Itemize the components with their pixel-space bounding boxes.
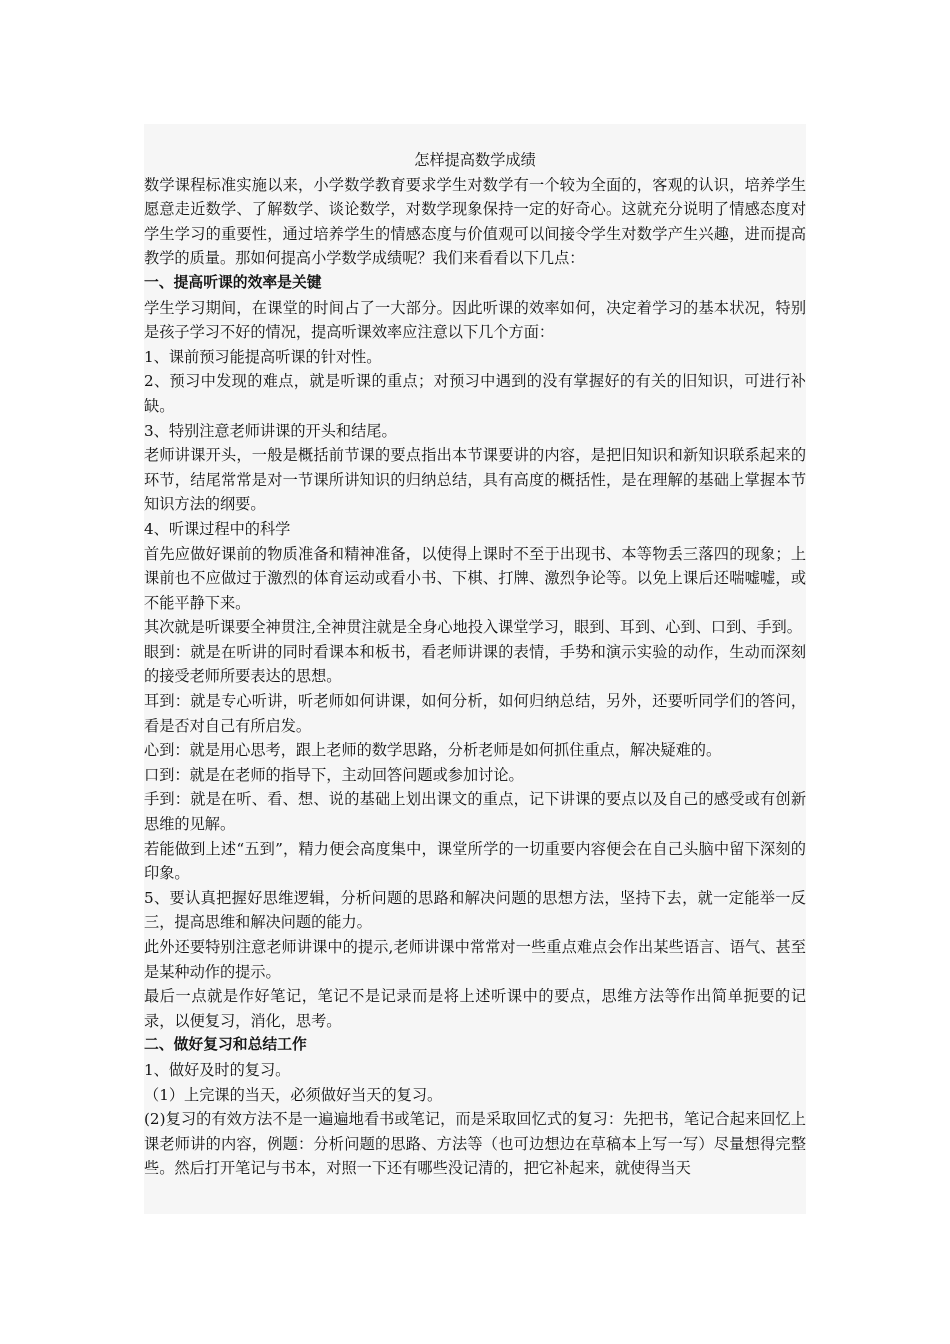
paragraph: （1）上完课的当天，必须做好当天的复习。 — [144, 1085, 443, 1104]
paragraph: 4、听课过程中的科学 — [144, 519, 291, 538]
paragraph: 耳到：就是专心听讲，听老师如何讲课，如何分析，如何归纳总结，另外，还要听同学们的答问，看是否对自己有所启发。 — [144, 692, 806, 735]
paragraph: 3、特别注意老师讲课的开头和结尾。 — [144, 421, 397, 440]
paragraph: 5、要认真把握好思维逻辑，分析问题的思路和解决问题的思想方法，坚持下去，就一定能举一反三，提高思维和解决问题的能力。 — [144, 888, 806, 932]
paragraph: 最后一点就是作好笔记，笔记不是记录而是将上述听课中的要点，思维方法等作出简单扼要的记录，以便复习，消化，思考。 — [144, 987, 806, 1030]
paragraph-list — [144, 173, 806, 1181]
paragraph: 手到：就是在听、看、想、说的基础上划出课文的重点，记下讲课的要点以及自己的感受或有创新思维的见解。 — [144, 790, 806, 834]
document-body — [144, 124, 806, 1214]
paragraph: 此外还要特别注意老师讲课中的提示,老师讲课中常常对一些重点难点会作出某些语言、语气、甚至是某种动作的提示。 — [144, 938, 806, 981]
paragraph: 若能做到上述“五到”，精力便会高度集中，课堂所学的一切重要内容便会在自己头脑中留下深刻的印象。 — [144, 839, 806, 883]
paragraph: 口到：就是在老师的指导下，主动回答问题或参加讨论。 — [144, 765, 524, 784]
section-heading: 一、提高听课的效率是关键 — [144, 273, 322, 291]
paragraph: 眼到：就是在听讲的同时看课本和板书，看老师讲课的表情，手势和演示实验的动作，生动而深刻的接受老师所要表达的思想。 — [144, 642, 806, 686]
paragraph: (2)复习的有效方法不是一遍遍地看书或笔记，而是采取回忆式的复习：先把书，笔记合起来回忆上课老师讲的内容，例题：分析问题的思路、方法等（也可边想边在草稿本上写一写）尽量想得完整些。然后打开笔记与书本，对照一下还有哪些没记清的，把它补起来，就使得当天 — [144, 1110, 806, 1178]
paragraph: 老师讲课开头，一般是概括前节课的要点指出本节课要讲的内容，是把旧知识和新知识联系起来的环节，结尾常常是对一节课所讲知识的归纳总结，具有高度的概括性，是在理解的基础上掌握本节知识方法的纲要。 — [144, 446, 806, 514]
paragraph: 数学课程标准实施以来，小学数学教育要求学生对数学有一个较为全面的，客观的认识，培养学生愿意走近数学、了解数学、谈论数学，对数学现象保持一定的好奇心。这就充分说明了情感态度对学生学习的重要性，通过培养学生的情感态度与价值观可以间接令学生对数学产生兴趣，进而提高教学的质量。那如何提高小学数学成绩呢？我们来看看以下几点： — [144, 175, 806, 268]
paragraph: 学生学习期间，在课堂的时间占了一大部分。因此听课的效率如何，决定着学习的基本状况，特别是孩子学习不好的情况，提高听课效率应注意以下几个方面： — [144, 298, 806, 342]
paragraph: 心到：就是用心思考，跟上老师的数学思路，分析老师是如何抓住重点，解决疑难的。 — [144, 741, 722, 760]
paragraph: 1、课前预习能提高听课的针对性。 — [144, 347, 382, 366]
paragraph: 2、预习中发现的难点，就是听课的重点；对预习中遇到的没有掌握好的有关的旧知识，可进行补缺。 — [144, 372, 806, 415]
document-title: 怎样提高数学成绩 — [414, 151, 536, 169]
section-heading: 二、做好复习和总结工作 — [144, 1036, 307, 1054]
paragraph: 其次就是听课要全神贯注,全神贯注就是全身心地投入课堂学习，眼到、耳到、心到、口到、手到。 — [144, 618, 802, 637]
paragraph: 1、做好及时的复习。 — [144, 1060, 291, 1079]
paragraph: 首先应做好课前的物质准备和精神准备，以使得上课时不至于出现书、本等物丢三落四的现象；上课前也不应做过于激烈的体育运动或看小书、下棋、打牌、激烈争论等。以免上课后还喘嘘嘘，或不能平静下来。 — [144, 544, 806, 612]
